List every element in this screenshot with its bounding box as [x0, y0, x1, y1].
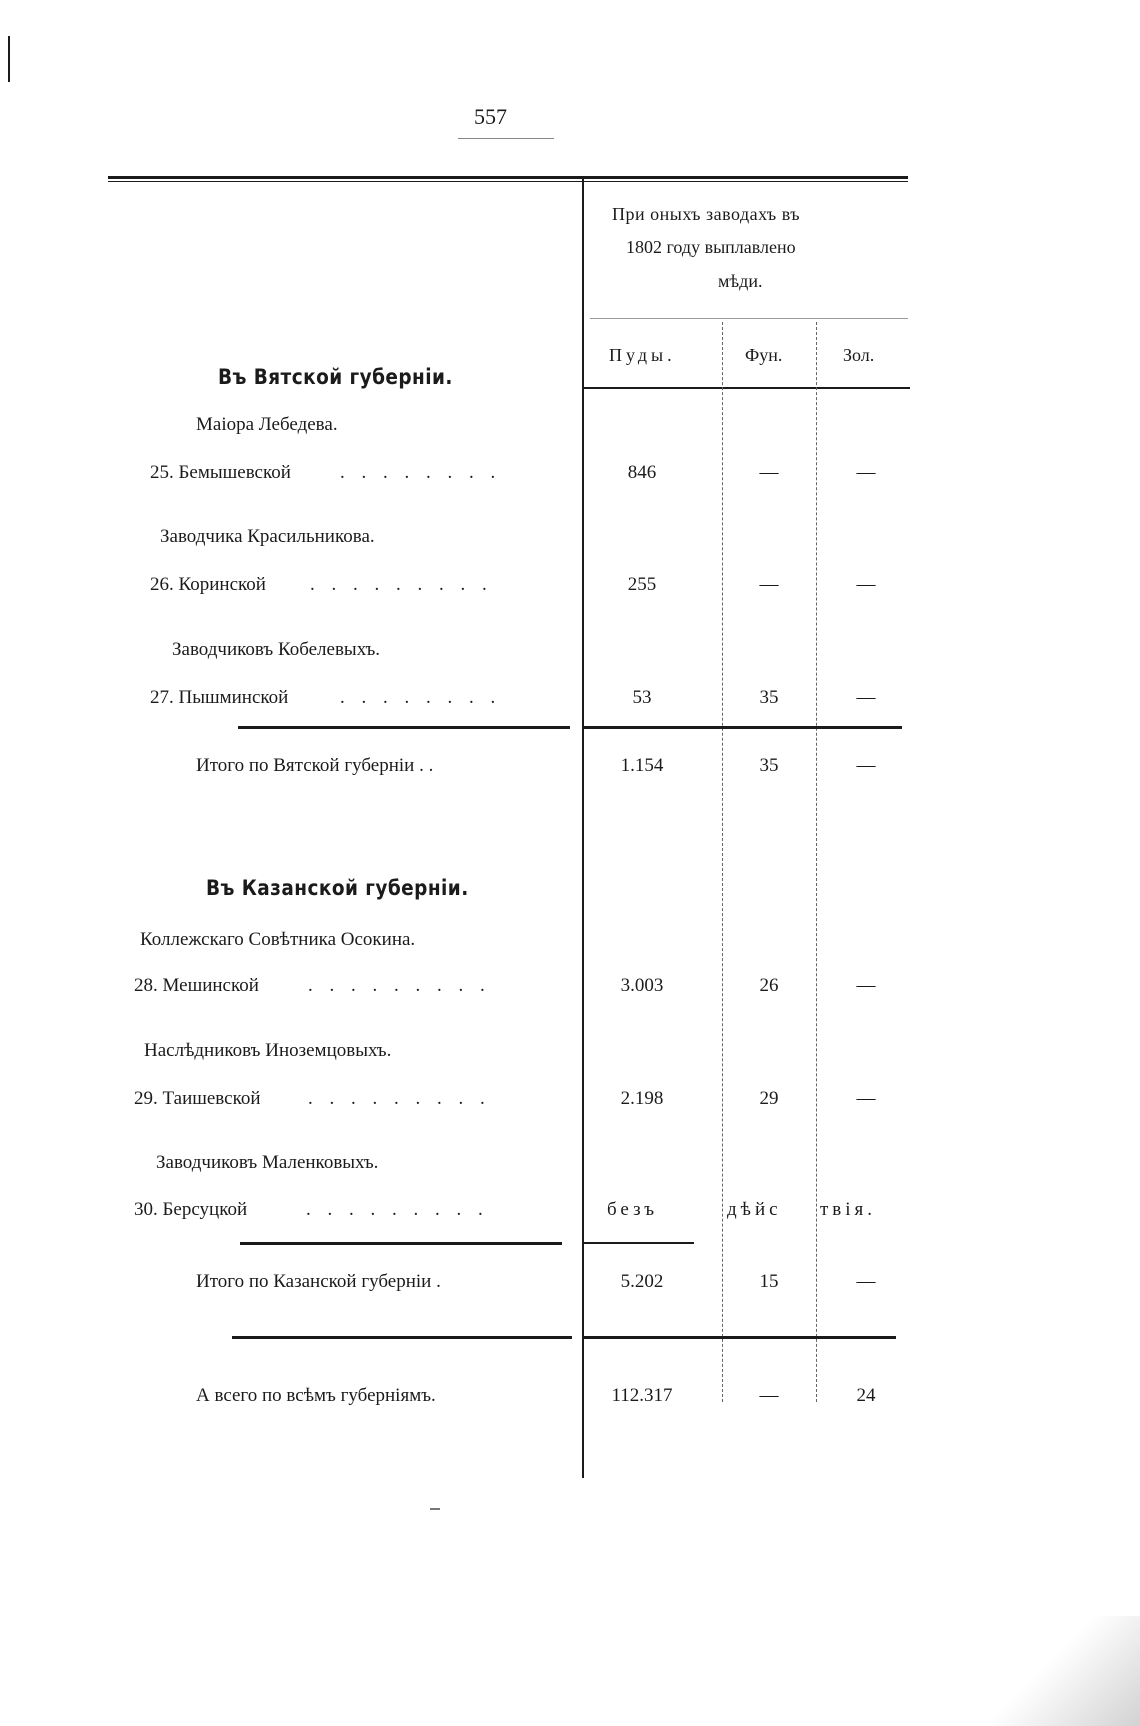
grand-total-zol: 24 — [856, 1385, 876, 1406]
factory-name: 25. Бемышевской — [150, 462, 291, 483]
total-zol: — — [856, 1271, 876, 1292]
owner-label: Заводчиковъ Кобелевыхъ. — [172, 639, 381, 660]
grand-total-rule-left — [232, 1336, 572, 1339]
factory-name: 28. Мешинской — [134, 975, 259, 996]
total-pud: 1.154 — [620, 755, 664, 776]
grand-total-pud: 112.317 — [611, 1385, 673, 1406]
zol-value: — — [856, 975, 876, 996]
fun-value: дѣйс — [727, 1199, 782, 1220]
column-header-line2: 1802 году выплавлено — [626, 237, 796, 257]
leader-dots: . . . . . . . . . — [308, 975, 491, 996]
zol-value: — — [856, 687, 876, 708]
total-fun: 35 — [759, 755, 779, 776]
leader-dots: . . . . . . . . . — [310, 574, 493, 595]
grand-total-rule-right — [584, 1336, 896, 1339]
total-zol: — — [856, 755, 876, 776]
owner-label: Заводчиковъ Маленковыхъ. — [156, 1152, 379, 1173]
factory-name: 29. Таишевской — [134, 1088, 261, 1109]
pud-value: 53 — [632, 687, 652, 708]
leader-dots: . . . . . . . . . — [308, 1088, 491, 1109]
total-rule-right — [584, 1242, 694, 1244]
column-header-line1: При оныхъ заводахъ въ — [612, 204, 801, 224]
total-rule-right — [584, 726, 902, 729]
zol-value: — — [856, 574, 876, 595]
page-corner-shadow — [990, 1616, 1140, 1726]
section-total-label: Итого по Казанской губерніи . — [196, 1271, 441, 1292]
unit-pud: Пуды. — [609, 345, 676, 365]
leader-dots: . . . . . . . . . — [306, 1199, 489, 1220]
total-rule-left — [238, 726, 570, 729]
owner-label: Заводчика Красильникова. — [160, 526, 375, 547]
pud-value: безъ — [607, 1199, 659, 1220]
zol-value: — — [856, 462, 876, 483]
grand-total-fun: — — [759, 1385, 779, 1406]
column-header-line3: мѣди. — [718, 271, 763, 291]
section-heading-vyatka: Въ Вятской губерніи. — [218, 365, 453, 389]
header-bottom-rule — [584, 387, 910, 389]
total-fun: 15 — [759, 1271, 779, 1292]
zol-value: — — [856, 1088, 876, 1109]
divider-pud-fun — [722, 322, 723, 1402]
page-number: 557 — [474, 104, 507, 129]
top-rule-thin — [108, 181, 908, 182]
leader-dots: . . . . . . . . — [340, 462, 502, 483]
grand-total-label: А всего по всѣмъ губерніямъ. — [196, 1385, 436, 1406]
unit-fun: Фун. — [745, 345, 783, 365]
factory-name: 27. Пышминской — [150, 687, 289, 708]
total-pud: 5.202 — [620, 1271, 664, 1292]
header-subrule — [590, 318, 908, 319]
pud-value: 846 — [627, 462, 657, 483]
unit-zol: Зол. — [843, 345, 875, 365]
factory-name: 30. Берсуцкой — [134, 1199, 248, 1220]
scan-mark-left — [8, 36, 10, 82]
fun-value: 26 — [759, 975, 779, 996]
fun-value: — — [759, 462, 779, 483]
pud-value: 255 — [627, 574, 657, 595]
owner-label: Коллежскаго Совѣтника Осокина. — [140, 929, 416, 950]
top-rule-thick — [108, 176, 908, 179]
leader-dots: . . . . . . . . — [340, 687, 502, 708]
fun-value: 35 — [759, 687, 779, 708]
section-heading-kazan: Въ Казанской губерніи. — [206, 876, 469, 900]
scan-mark-bottom — [430, 1508, 440, 1510]
section-total-label: Итого по Вятской губерніи . . — [196, 755, 434, 776]
owner-label: Наслѣдниковъ Иноземцовыхъ. — [144, 1040, 392, 1061]
zol-value: твія. — [820, 1199, 877, 1220]
fun-value: — — [759, 574, 779, 595]
owner-label: Маіора Лебедева. — [196, 414, 338, 435]
pud-value: 3.003 — [620, 975, 664, 996]
divider-fun-zol — [816, 322, 817, 1402]
page-number-underline — [458, 138, 554, 139]
factory-name: 26. Коринской — [150, 574, 266, 595]
pud-value: 2.198 — [620, 1088, 664, 1109]
fun-value: 29 — [759, 1088, 779, 1109]
total-rule-left — [240, 1242, 562, 1245]
